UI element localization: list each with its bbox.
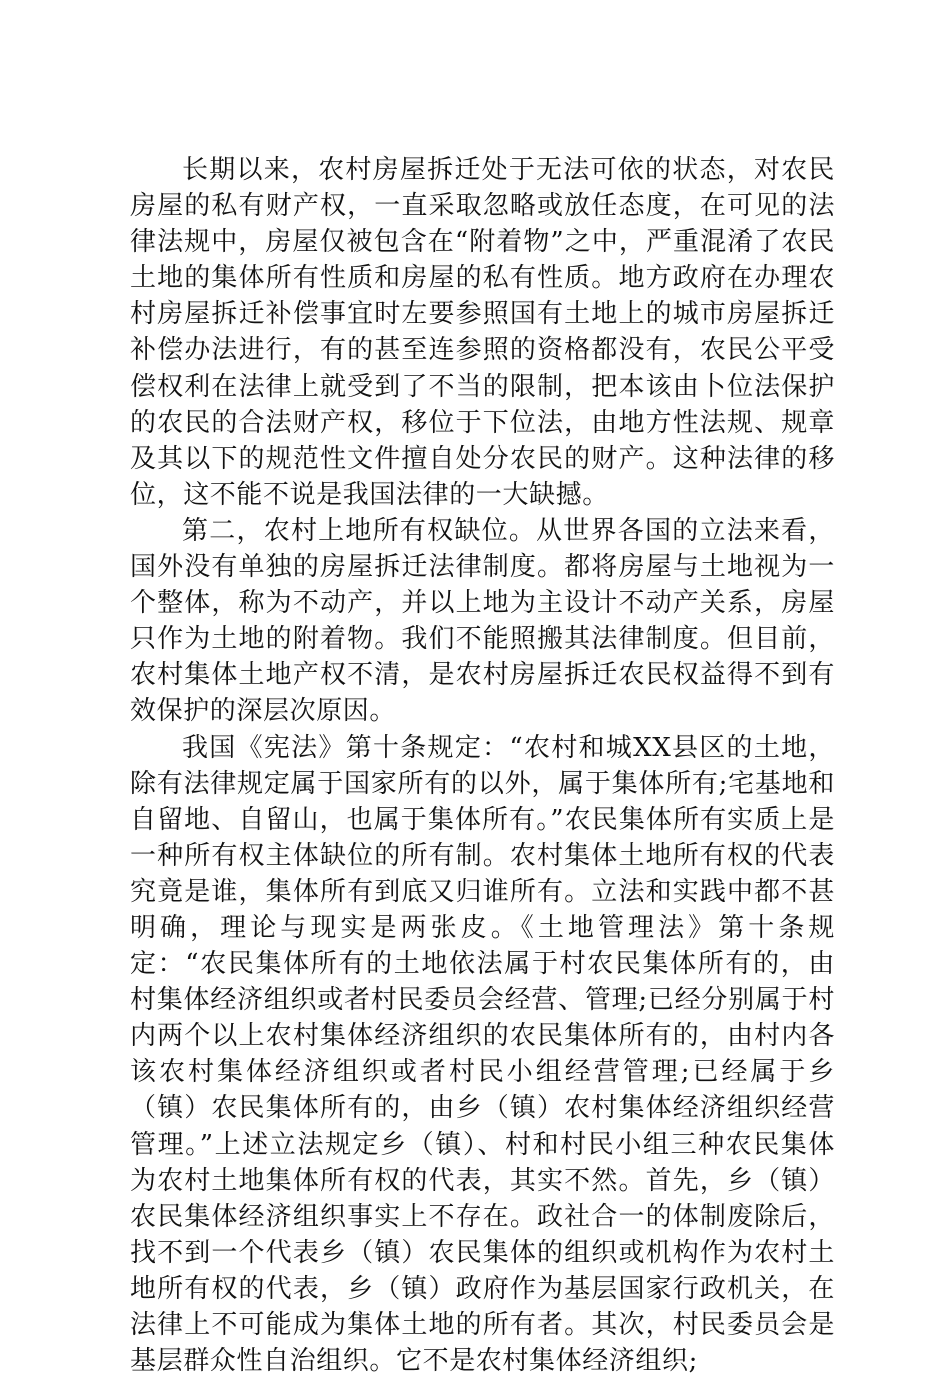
- paragraph-1: 长期以来，农村房屋拆迁处于无法可依的状态，对农民房屋的私有财产权，一直采取忽略或放任态度，在可见的法律法规中，房屋仅被包含在“附着物”之中，严重混淆了农民土地的集体所有性质和房屋的私有性质。地方政府在办理农村房屋拆迁补偿事宜时左要参照国有土地上的城市房屋拆迁补偿办法进行，有的甚至连参照的资格都没有，农民公平受偿权利在法律上就受到了不当的限制，把本该由卜位法保护的农民的合法财产权，移位于下位法，由地方性法规、规章及其以下的规范性文件擅自处分农民的财产。这种法律的移位，这不能不说是我国法律的一大缺撼。: [130, 152, 835, 513]
- paragraph-2: 第二，农村上地所有权缺位。从世界各国的立法来看，国外没有单独的房屋拆迁法律制度。都将房屋与土地视为一个整体，称为不动产，并以上地为主设计不动产关系，房屋只作为土地的附着物。我们不能照搬其法律制度。但目前，农村集体土地产权不清，是农村房屋拆迁农民权益得不到有效保护的深层次原因。: [130, 513, 835, 730]
- document-body: [130, 152, 835, 1379]
- paragraph-3: 我国《宪法》第十条规定：“农村和城XX县区的土地，除有法律规定属于国家所有的以外，属于集体所有;宅基地和自留地、自留山，也属于集体所有。”农民集体所有实质上是一种所有权主体缺位的所有制。农村集体土地所有权的代表究竟是谁，集体所有到底又归谁所有。立法和实践中都不甚明确，理论与现实是两张皮。《土地管理法》第十条规定：“农民集体所有的土地依法属于村农民集体所有的，由村集体经济组织或者村民委员会经营、管理;已经分别属于村内两个以上农村集体经济组织的农民集体所有的，由村内各该农村集体经济组织或者村民小组经营管理;已经属于乡（镇）农民集体所有的，由乡（镇）农村集体经济组织经营管理。”上述立法规定乡（镇）、村和村民小组三种农民集体为农村土地集体所有权的代表，其实不然。首先，乡（镇）农民集体经济组织事实上不存在。政社合一的体制废除后，找不到一个代表乡（镇）农民集体的组织或机构作为农村土地所有权的代表，乡（镇）政府作为基层国家行政机关，在法律上不可能成为集体土地的所有者。其次，村民委员会是基层群众性自治组织。它不是农村集体经济组织;: [130, 730, 835, 1379]
